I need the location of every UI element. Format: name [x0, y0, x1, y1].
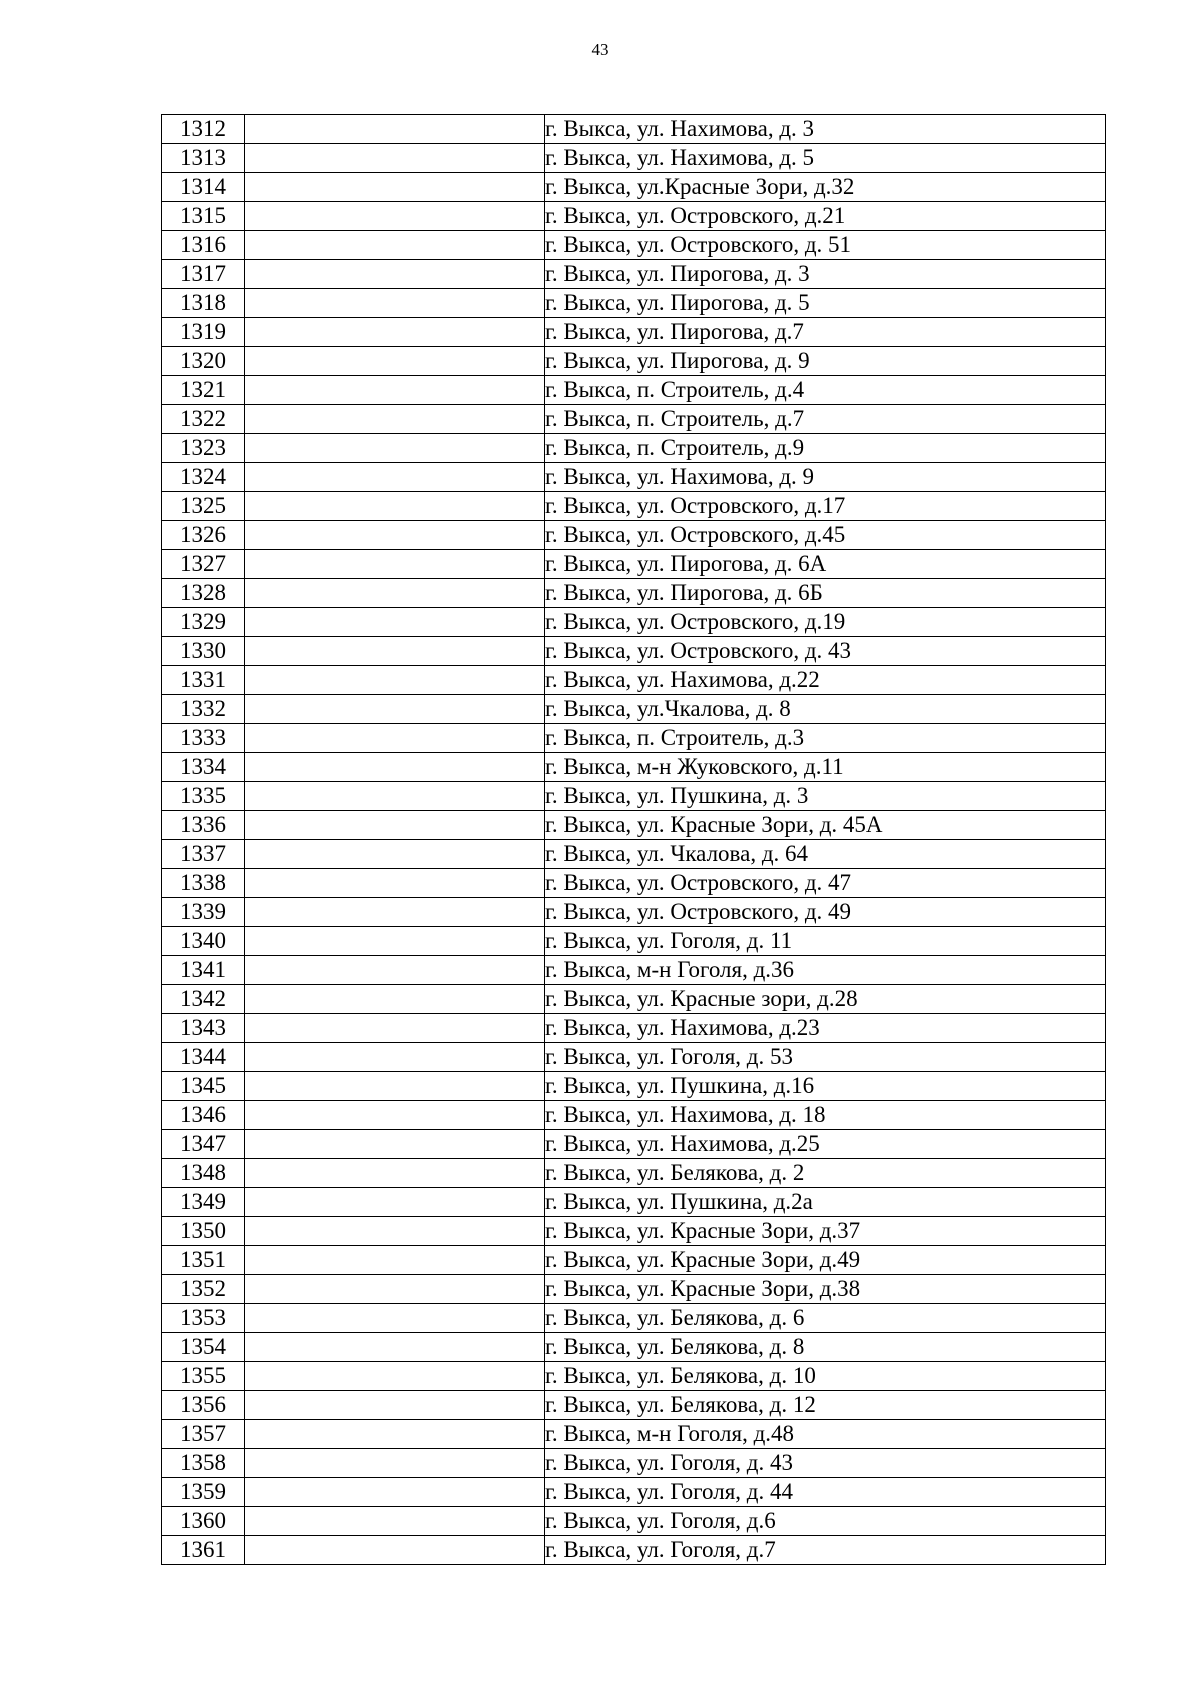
row-name-cell: [245, 463, 545, 492]
table-row: [162, 289, 1106, 318]
row-number: 1333: [162, 724, 245, 753]
row-address: г. Выкса, ул.Красные Зори, д.32: [545, 173, 1106, 202]
row-number: 1329: [162, 608, 245, 637]
row-name-cell: [245, 550, 545, 579]
row-name-cell: [245, 144, 545, 173]
table-row: [162, 1072, 1106, 1101]
row-number: 1361: [162, 1536, 245, 1565]
row-number: 1326: [162, 521, 245, 550]
row-address: г. Выкса, ул. Островского, д.21: [545, 202, 1106, 231]
row-name-cell: [245, 811, 545, 840]
row-name-cell: [245, 521, 545, 550]
row-name-cell: [245, 1014, 545, 1043]
row-number: 1320: [162, 347, 245, 376]
row-address: г. Выкса, ул. Островского, д. 47: [545, 869, 1106, 898]
row-name-cell: [245, 898, 545, 927]
row-name-cell: [245, 608, 545, 637]
row-number: 1312: [162, 115, 245, 144]
row-name-cell: [245, 927, 545, 956]
row-address: г. Выкса, ул. Нахимова, д.23: [545, 1014, 1106, 1043]
row-address: г. Выкса, ул. Пирогова, д.7: [545, 318, 1106, 347]
row-number: 1357: [162, 1420, 245, 1449]
table-row: [162, 1275, 1106, 1304]
row-number: 1319: [162, 318, 245, 347]
row-number: 1331: [162, 666, 245, 695]
row-number: 1353: [162, 1304, 245, 1333]
table-row: [162, 1304, 1106, 1333]
table-row: [162, 1014, 1106, 1043]
table-row: [162, 1159, 1106, 1188]
row-address: г. Выкса, ул. Белякова, д. 2: [545, 1159, 1106, 1188]
table-row: [162, 521, 1106, 550]
row-number: 1318: [162, 289, 245, 318]
row-name-cell: [245, 1130, 545, 1159]
table-row: [162, 753, 1106, 782]
row-address: г. Выкса, п. Строитель, д.4: [545, 376, 1106, 405]
address-table-body: [162, 115, 1106, 1565]
table-row: [162, 1333, 1106, 1362]
row-address: г. Выкса, м-н Жуковского, д.11: [545, 753, 1106, 782]
row-number: 1335: [162, 782, 245, 811]
table-row: [162, 695, 1106, 724]
table-row: [162, 376, 1106, 405]
row-number: 1322: [162, 405, 245, 434]
page-number: 43: [591, 40, 609, 59]
row-address: г. Выкса, ул. Белякова, д. 8: [545, 1333, 1106, 1362]
table-row: [162, 1217, 1106, 1246]
row-number: 1346: [162, 1101, 245, 1130]
row-address: г. Выкса, ул. Красные Зори, д.37: [545, 1217, 1106, 1246]
table-row: [162, 318, 1106, 347]
row-name-cell: [245, 289, 545, 318]
row-number: 1324: [162, 463, 245, 492]
row-number: 1317: [162, 260, 245, 289]
row-number: 1349: [162, 1188, 245, 1217]
row-name-cell: [245, 1478, 545, 1507]
row-number: 1334: [162, 753, 245, 782]
row-number: 1343: [162, 1014, 245, 1043]
row-number: 1338: [162, 869, 245, 898]
row-address: г. Выкса, ул. Нахимова, д. 5: [545, 144, 1106, 173]
row-number: 1352: [162, 1275, 245, 1304]
row-name-cell: [245, 1391, 545, 1420]
row-address: г. Выкса, ул. Нахимова, д.22: [545, 666, 1106, 695]
table-row: [162, 811, 1106, 840]
table-row: [162, 144, 1106, 173]
row-address: г. Выкса, ул. Гоголя, д. 44: [545, 1478, 1106, 1507]
row-address: г. Выкса, ул. Красные зори, д.28: [545, 985, 1106, 1014]
row-address: г. Выкса, ул. Чкалова, д. 64: [545, 840, 1106, 869]
row-address: г. Выкса, ул. Пирогова, д. 5: [545, 289, 1106, 318]
row-number: 1339: [162, 898, 245, 927]
row-name-cell: [245, 492, 545, 521]
row-address: г. Выкса, м-н Гоголя, д.36: [545, 956, 1106, 985]
row-name-cell: [245, 1246, 545, 1275]
table-row: [162, 724, 1106, 753]
row-address: г. Выкса, ул. Красные Зори, д.38: [545, 1275, 1106, 1304]
row-address: г. Выкса, ул. Пирогова, д. 9: [545, 347, 1106, 376]
row-name-cell: [245, 376, 545, 405]
row-number: 1323: [162, 434, 245, 463]
table-row: [162, 666, 1106, 695]
row-name-cell: [245, 1449, 545, 1478]
row-number: 1337: [162, 840, 245, 869]
row-address: г. Выкса, ул. Островского, д. 51: [545, 231, 1106, 260]
row-number: 1344: [162, 1043, 245, 1072]
row-number: 1340: [162, 927, 245, 956]
row-number: 1348: [162, 1159, 245, 1188]
table-row: [162, 985, 1106, 1014]
row-name-cell: [245, 318, 545, 347]
table-row: [162, 1362, 1106, 1391]
row-name-cell: [245, 956, 545, 985]
row-address: г. Выкса, ул. Белякова, д. 12: [545, 1391, 1106, 1420]
row-name-cell: [245, 666, 545, 695]
row-name-cell: [245, 347, 545, 376]
row-address: г. Выкса, ул. Островского, д.45: [545, 521, 1106, 550]
row-number: 1336: [162, 811, 245, 840]
row-number: 1355: [162, 1362, 245, 1391]
row-name-cell: [245, 637, 545, 666]
row-name-cell: [245, 724, 545, 753]
row-name-cell: [245, 782, 545, 811]
row-name-cell: [245, 695, 545, 724]
row-name-cell: [245, 202, 545, 231]
row-address: г. Выкса, ул. Белякова, д. 6: [545, 1304, 1106, 1333]
address-table: [161, 114, 1106, 1565]
row-number: 1347: [162, 1130, 245, 1159]
row-address: г. Выкса, ул. Нахимова, д.25: [545, 1130, 1106, 1159]
table-row: [162, 231, 1106, 260]
row-name-cell: [245, 1333, 545, 1362]
row-number: 1327: [162, 550, 245, 579]
row-address: г. Выкса, п. Строитель, д.3: [545, 724, 1106, 753]
row-address: г. Выкса, ул.Чкалова, д. 8: [545, 695, 1106, 724]
row-name-cell: [245, 869, 545, 898]
row-address: г. Выкса, ул. Гоголя, д.7: [545, 1536, 1106, 1565]
table-row: [162, 1507, 1106, 1536]
table-row: [162, 434, 1106, 463]
row-number: 1350: [162, 1217, 245, 1246]
row-number: 1313: [162, 144, 245, 173]
row-address: г. Выкса, ул. Островского, д. 43: [545, 637, 1106, 666]
row-number: 1360: [162, 1507, 245, 1536]
row-name-cell: [245, 753, 545, 782]
table-row: [162, 579, 1106, 608]
row-number: 1356: [162, 1391, 245, 1420]
row-name-cell: [245, 579, 545, 608]
row-name-cell: [245, 985, 545, 1014]
row-number: 1354: [162, 1333, 245, 1362]
table-row: [162, 173, 1106, 202]
row-address: г. Выкса, ул. Пирогова, д. 6Б: [545, 579, 1106, 608]
row-name-cell: [245, 1188, 545, 1217]
row-address: г. Выкса, ул. Островского, д. 49: [545, 898, 1106, 927]
table-row: [162, 1449, 1106, 1478]
row-name-cell: [245, 1217, 545, 1246]
table-row: [162, 927, 1106, 956]
table-row: [162, 869, 1106, 898]
table-row: [162, 463, 1106, 492]
row-number: 1325: [162, 492, 245, 521]
table-row: [162, 782, 1106, 811]
row-address: г. Выкса, ул. Нахимова, д. 18: [545, 1101, 1106, 1130]
row-name-cell: [245, 231, 545, 260]
row-number: 1345: [162, 1072, 245, 1101]
row-name-cell: [245, 1507, 545, 1536]
table-row: [162, 260, 1106, 289]
row-address: г. Выкса, ул. Пушкина, д.2а: [545, 1188, 1106, 1217]
row-address: г. Выкса, ул. Островского, д.17: [545, 492, 1106, 521]
table-row: [162, 115, 1106, 144]
table-row: [162, 347, 1106, 376]
table-row: [162, 1391, 1106, 1420]
table-row: [162, 637, 1106, 666]
row-address: г. Выкса, ул. Пушкина, д. 3: [545, 782, 1106, 811]
row-address: г. Выкса, ул. Гоголя, д. 53: [545, 1043, 1106, 1072]
table-row: [162, 898, 1106, 927]
row-number: 1316: [162, 231, 245, 260]
row-name-cell: [245, 1536, 545, 1565]
table-row: [162, 1043, 1106, 1072]
table-row: [162, 492, 1106, 521]
table-row: [162, 1130, 1106, 1159]
row-name-cell: [245, 115, 545, 144]
row-address: г. Выкса, п. Строитель, д.9: [545, 434, 1106, 463]
row-number: 1351: [162, 1246, 245, 1275]
row-name-cell: [245, 1101, 545, 1130]
table-row: [162, 1420, 1106, 1449]
row-name-cell: [245, 405, 545, 434]
row-address: г. Выкса, ул. Гоголя, д. 43: [545, 1449, 1106, 1478]
row-name-cell: [245, 1275, 545, 1304]
table-row: [162, 550, 1106, 579]
row-address: г. Выкса, ул. Пирогова, д. 3: [545, 260, 1106, 289]
row-name-cell: [245, 1043, 545, 1072]
row-number: 1359: [162, 1478, 245, 1507]
row-name-cell: [245, 1304, 545, 1333]
row-number: 1342: [162, 985, 245, 1014]
table-row: [162, 1246, 1106, 1275]
table-row: [162, 405, 1106, 434]
row-name-cell: [245, 260, 545, 289]
row-name-cell: [245, 1159, 545, 1188]
row-address: г. Выкса, ул. Пушкина, д.16: [545, 1072, 1106, 1101]
row-name-cell: [245, 1362, 545, 1391]
row-name-cell: [245, 840, 545, 869]
row-name-cell: [245, 434, 545, 463]
table-row: [162, 840, 1106, 869]
table-row: [162, 1101, 1106, 1130]
row-name-cell: [245, 173, 545, 202]
row-address: г. Выкса, ул. Белякова, д. 10: [545, 1362, 1106, 1391]
row-address: г. Выкса, ул. Нахимова, д. 3: [545, 115, 1106, 144]
row-address: г. Выкса, ул. Красные Зори, д. 45А: [545, 811, 1106, 840]
row-number: 1332: [162, 695, 245, 724]
row-number: 1328: [162, 579, 245, 608]
table-row: [162, 202, 1106, 231]
row-address: г. Выкса, ул. Красные Зори, д.49: [545, 1246, 1106, 1275]
row-address: г. Выкса, ул. Гоголя, д. 11: [545, 927, 1106, 956]
row-address: г. Выкса, п. Строитель, д.7: [545, 405, 1106, 434]
row-number: 1321: [162, 376, 245, 405]
row-address: г. Выкса, ул. Нахимова, д. 9: [545, 463, 1106, 492]
row-address: г. Выкса, ул. Островского, д.19: [545, 608, 1106, 637]
row-address: г. Выкса, ул. Пирогова, д. 6А: [545, 550, 1106, 579]
row-name-cell: [245, 1420, 545, 1449]
row-address: г. Выкса, ул. Гоголя, д.6: [545, 1507, 1106, 1536]
row-number: 1358: [162, 1449, 245, 1478]
row-name-cell: [245, 1072, 545, 1101]
row-number: 1341: [162, 956, 245, 985]
table-row: [162, 956, 1106, 985]
row-address: г. Выкса, м-н Гоголя, д.48: [545, 1420, 1106, 1449]
table-row: [162, 608, 1106, 637]
table-row: [162, 1188, 1106, 1217]
row-number: 1315: [162, 202, 245, 231]
table-row: [162, 1536, 1106, 1565]
row-number: 1330: [162, 637, 245, 666]
table-row: [162, 1478, 1106, 1507]
row-number: 1314: [162, 173, 245, 202]
